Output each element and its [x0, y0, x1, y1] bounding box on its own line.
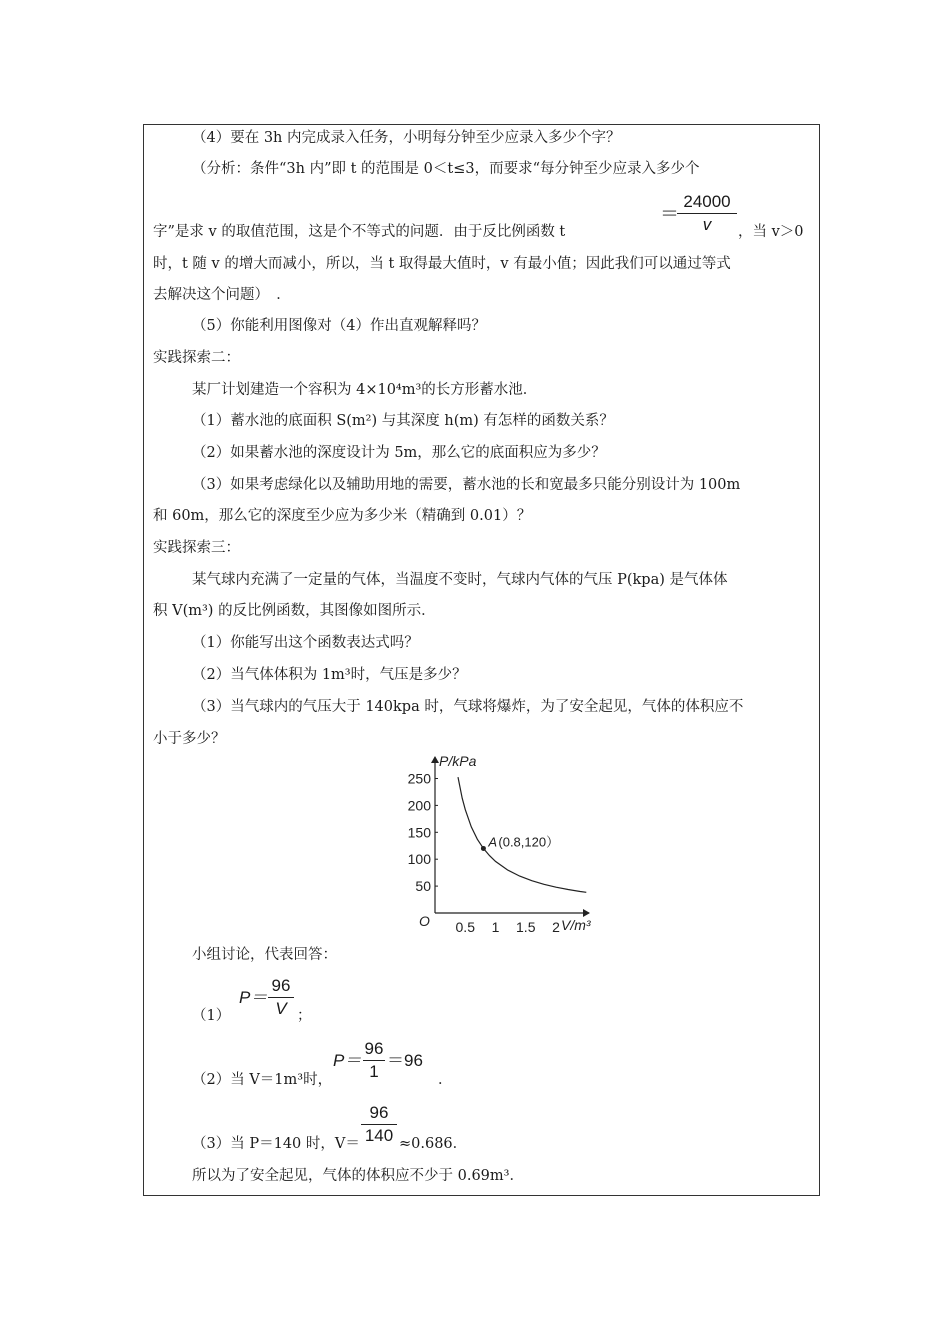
answer-1-suffix: ； — [297, 1008, 312, 1024]
fraction-24000-over-v — [677, 191, 737, 236]
explore-3-heading: 实践探索三： — [153, 540, 240, 556]
origin-label: O — [419, 913, 430, 929]
answer-2-numerator: 96 — [364, 1039, 384, 1058]
x-tick-label: 2 — [552, 919, 560, 935]
analysis-line-2a: 字”是求 v 的取值范围，这是个不等式的问题．由于反比例函数 t — [153, 224, 566, 240]
explore-3-intro-b: 积 V(m³) 的反比例函数，其图像如图所示． — [153, 603, 436, 619]
answer-3-prefix: （3）当 P＝140 时，V＝ — [192, 1136, 360, 1152]
y-tick-label: 100 — [407, 851, 431, 868]
y-tick-label: 200 — [407, 797, 431, 814]
point-a — [481, 846, 486, 851]
answer-1-prefix: （1） — [192, 1008, 231, 1024]
analysis-line-2b: ，当 v＞0 — [738, 224, 804, 240]
answer-3-numerator: 96 — [369, 1103, 389, 1122]
explore-3-intro-a: 某气球内充满了一定量的气体，当温度不变时，气球内气体的气压 P(kpa) 是气体体 — [192, 572, 728, 588]
y-axis-label: P/kPa — [439, 753, 477, 769]
explore-3-question-3a: （3）当气球内的气压大于 140kpa 时，气球将爆炸，为了安全起见，气体的体积应不 — [192, 699, 744, 715]
answer-3-suffix: ≈0.686． — [399, 1136, 468, 1152]
x-tick-label: 1.5 — [516, 919, 536, 935]
x-tick-label: 0.5 — [455, 919, 475, 935]
answer-2-rhs: ＝96 — [387, 1051, 423, 1070]
question-4: （4）要在 3h 内完成录入任务，小明每分钟至少应录入多少个字？ — [192, 130, 621, 146]
discussion-heading: 小组讨论，代表回答： — [192, 947, 337, 963]
explore-2-question-3a: （3）如果考虑绿化以及辅助用地的需要，蓄水池的长和宽最多只能分别设计为 100m — [192, 477, 741, 493]
explore-3-question-1: （1）你能写出这个函数表达式吗？ — [192, 635, 419, 651]
y-tick-label: 250 — [407, 770, 431, 787]
answer-1-lhs: P＝ — [239, 988, 268, 1007]
pressure-volume-chart — [395, 752, 605, 940]
answer-1-fraction — [268, 975, 294, 1020]
analysis-line-3: 时，t 随 v 的增大而减小，所以，当 t 取得最大值时，v 有最小值；因此我们可以通过等式 — [153, 256, 731, 272]
answer-3-fraction — [361, 1102, 397, 1147]
answer-2-lhs: P＝ — [333, 1051, 362, 1070]
answer-3-denominator: 140 — [364, 1126, 394, 1145]
answer-2-suffix: ． — [438, 1072, 453, 1088]
analysis-line-4: 去解决这个问题） ． — [153, 287, 291, 303]
y-tick-label: 50 — [415, 878, 431, 895]
explore-2-intro: 某厂计划建造一个容积为 4×10⁴m³的长方形蓄水池． — [192, 382, 538, 398]
fraction-denominator: v — [702, 215, 712, 234]
x-tick-label: 1 — [491, 919, 500, 935]
analysis-line-1: （分析：条件“3h 内”即 t 的范围是 0＜t≤3，而要求“每分钟至少应录入多少个 — [192, 161, 700, 177]
point-a-label: A — [488, 834, 498, 850]
question-5: （5）你能利用图像对（4）作出直观解释吗？ — [192, 318, 486, 334]
explore-2-heading: 实践探索二： — [153, 350, 240, 366]
equals-sign: ＝ — [660, 204, 680, 225]
explore-2-question-3b: 和 60m，那么它的深度至少应为多少米（精确到 0.01）？ — [153, 508, 532, 524]
y-tick-label: 150 — [407, 824, 431, 841]
answer-1-numerator: 96 — [271, 976, 291, 995]
answer-2-denominator: 1 — [369, 1062, 379, 1081]
explore-3-question-3b: 小于多少？ — [153, 731, 226, 747]
point-a-coords: (0.8,120） — [498, 834, 560, 850]
x-axis-label: V/m³ — [561, 917, 591, 933]
fraction-numerator: 24000 — [683, 192, 731, 211]
conclusion: 所以为了安全起见，气体的体积应不少于 0.69m³． — [192, 1168, 524, 1184]
answer-2-prefix: （2）当 V＝1m³时， — [192, 1072, 333, 1088]
explore-2-question-1: （1）蓄水池的底面积 S(m²) 与其深度 h(m) 有怎样的函数关系？ — [192, 413, 614, 429]
answer-2-fraction — [363, 1038, 385, 1083]
explore-2-question-2: （2）如果蓄水池的深度设计为 5m，那么它的底面积应为多少？ — [192, 445, 606, 461]
answer-1-denominator: V — [275, 999, 287, 1018]
explore-3-question-2: （2）当气体体积为 1m³时，气压是多少？ — [192, 667, 467, 683]
